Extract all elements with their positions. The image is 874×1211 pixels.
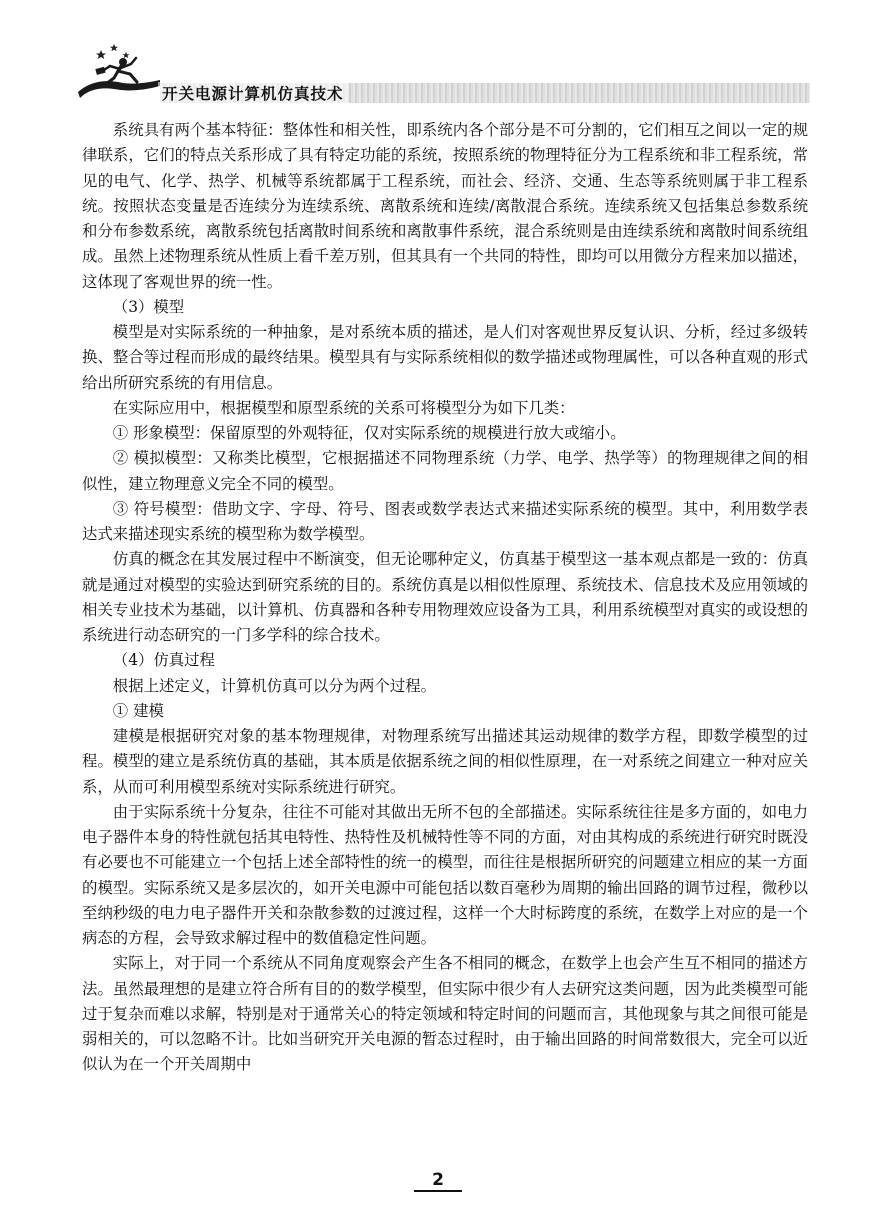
list-item-symbolic-model: ③ 符号模型：借助文字、字母、符号、图表或数学表达式来描述实际系统的模型。其中，利用数学表达式来描述现实系统的模型称为数学模型。 — [82, 499, 808, 543]
paragraph-system-complexity: 由于实际系统十分复杂，往往不可能对其做出无所不包的全部描述。实际系统往往是多方面的，如电力电子器件本身的特性就包括其电特性、热特性及机械特性等不同的方面，对由其构成的系统进行研究时既没有必要也不可能建立一个包括上述全部特性的统一的模型，而往往是根据所研究的问题建立相应的某一方面的模型。实际系统又是多层次的，如开关电源中可能包括以数百毫秒为周期的输出回路的调节过程，微秒以至纳秒级的电力电子器件开关和杂散参数的过渡过程，这样一个大时标跨度的系统，在数学上对应的是一个病态的方程，会导致求解过程中的数值稳定性问题。 — [82, 802, 808, 947]
paragraph-model-definition: 模型是对实际系统的一种抽象，是对系统本质的描述，是人们对客观世界反复认识、分析，经过多级转换、整合等过程而形成的最终结果。模型具有与实际系统相似的数学描述或物理属性，可以各种直观的形式给出所研究系统的有用信息。 — [82, 323, 808, 392]
list-item-image-model: ① 形象模型：保留原型的外观特征，仅对实际系统的规模进行放大或缩小。 — [112, 424, 626, 442]
page-number: 2 — [414, 1170, 462, 1192]
body-text — [82, 118, 808, 1078]
heading-simulation-process: （4）仿真过程 — [112, 651, 215, 670]
paragraph-simulation-concept: 仿真的概念在其发展过程中不断演变，但无论哪种定义，仿真基于模型这一基本观点都是一致的：仿真就是通过对模型的实验达到研究系统的目的。系统仿真是以相似性原理、系统技术、信息技术及应用领域的相关专业技术为基础，以计算机、仿真器和各种专用物理效应设备为工具，利用系统模型对真实的或设想的系统进行动态研究的一门多学科的综合技术。 — [82, 550, 808, 644]
paragraph-system-features: 系统具有两个基本特征：整体性和相关性，即系统内各个部分是不可分割的，它们相互之间以一定的规律联系，它们的特点关系形成了具有特定功能的系统，按照系统的物理特征分为工程系统和非工程系统，常见的电气、化学、热学、机械等系统都属于工程系统，而社会、经济、交通、生态等系统则属于非工程系统。按照状态变量是否连续分为连续系统、离散系统和连续/离散混合系统。连续系统又包括集总参数系统和分布参数系统，离散系统包括离散时间系统和离散事件系统，混合系统则是由连续系统和离散时间系统组成。虽然上述物理系统从性质上看千差万别，但其具有一个共同的特性，即均可以用微分方程来加以描述，这体现了客观世界的统一性。 — [82, 121, 808, 291]
list-item-analog-model: ② 模拟模型：又称类比模型，它根据描述不同物理系统（力学、电学、热学等）的物理规律之间的相似性，建立物理意义完全不同的模型。 — [82, 449, 808, 493]
running-header-title: 开关电源计算机仿真技术 — [158, 82, 348, 104]
list-item-modeling: ① 建模 — [112, 701, 164, 720]
paragraph-different-views: 实际上，对于同一个系统从不同角度观察会产生各不相同的概念，在数学上也会产生互不相同的描述方法。虽然最理想的是建立符合所有目的的数学模型，但实际中很少有人去研究这类问题，因为此类模型可能过于复杂而难以求解，特别是对于通常关心的特定领域和特定时间的问题而言，其他现象与其之间很可能是弱相关的，可以忽略不计。比如当研究开关电源的暂态过程时，由于输出回路的时间常数很大，完全可以近似认为在一个开关周期中 — [82, 954, 808, 1074]
runner-figure-logo-icon — [74, 40, 164, 110]
page-header — [60, 40, 810, 115]
paragraph-two-processes: 根据上述定义，计算机仿真可以分为两个过程。 — [112, 676, 437, 695]
paragraph-modeling-definition: 建模是根据研究对象的基本物理规律，对物理系统写出描述其运动规律的数学方程，即数学模型的过程。模型的建立是系统仿真的基础，其本质是依据系统之间的相似性原理，在一对系统之间建立一种对应关系，从而可利用模型系统对实际系统进行研究。 — [82, 727, 808, 796]
heading-model: （3）模型 — [112, 297, 185, 316]
paragraph-model-classification: 在实际应用中，根据模型和原型系统的关系可将模型分为如下几类： — [112, 398, 575, 417]
